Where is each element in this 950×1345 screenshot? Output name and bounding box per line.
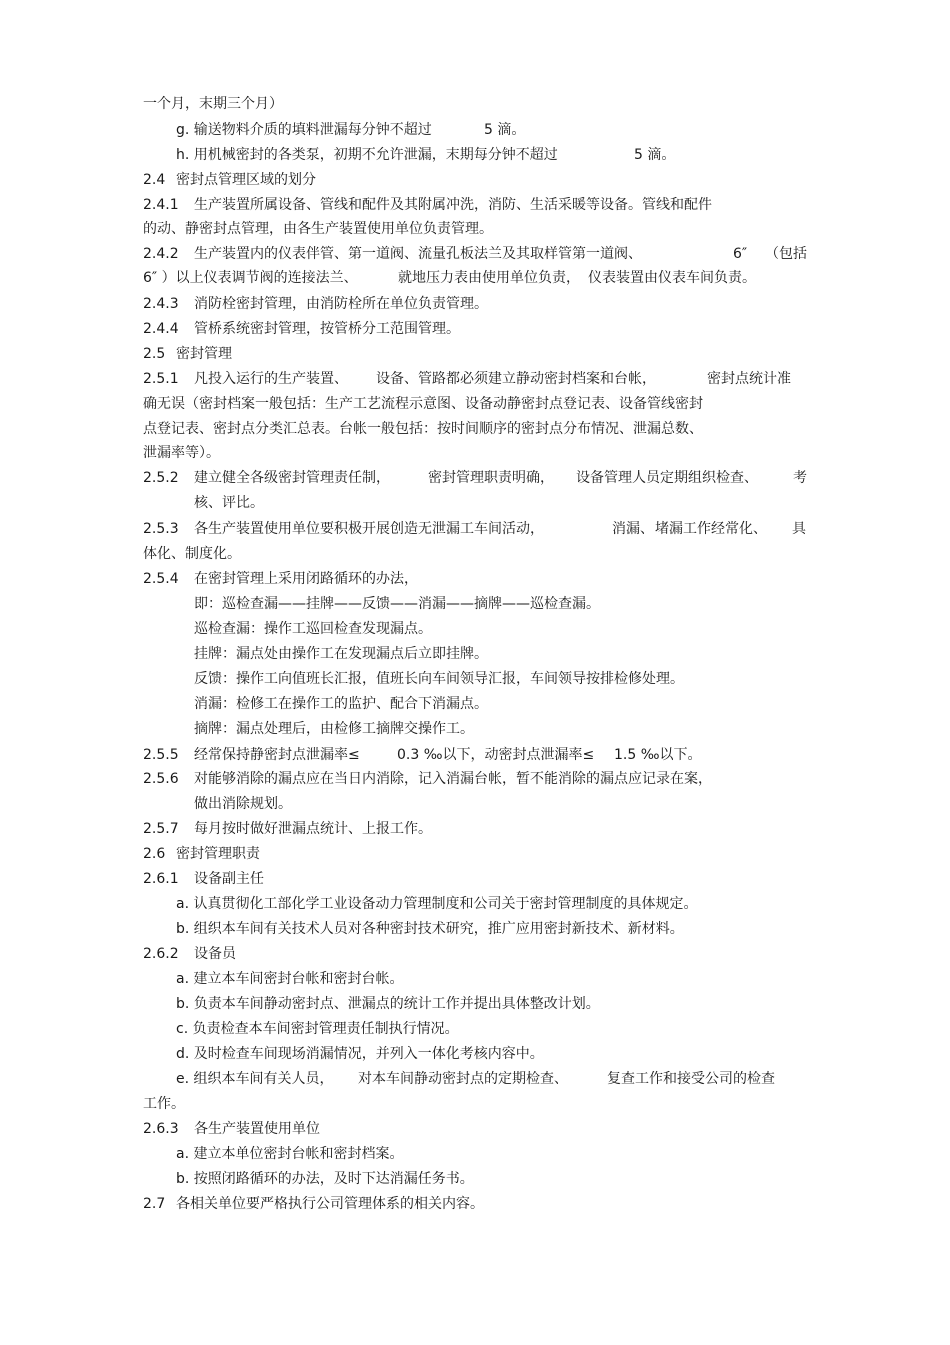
line-5-seg-2: 生产装置所属设备、管线和配件及其附属冲洗，消防、生活采暖等设备。管线和配件 xyxy=(194,197,712,213)
line-31-seg-2: 密封管理职责 xyxy=(176,846,260,862)
line-40-seg-3: 复查工作和接受公司的检查 xyxy=(607,1071,775,1087)
line-16-seg-5: 考 xyxy=(793,470,807,486)
line-12-seg-2: 凡投入运行的生产装置、 xyxy=(194,371,348,387)
line-4-seg-1: 2.4 xyxy=(143,172,166,188)
line-26-seg-1: 摘牌：漏点处理后，由检修工摘牌交操作工。 xyxy=(194,721,474,737)
line-18-seg-2: 各生产装置使用单位要积极开展创造无泄漏工车间活动， xyxy=(194,521,544,537)
line-32-seg-1: 2.6.1 xyxy=(143,871,179,887)
line-12-seg-3: 设备、管路都必须建立静动密封档案和台帐， xyxy=(376,371,656,387)
line-28-seg-2: 对能够消除的漏点应在当日内消除，记入消漏台帐，暂不能消除的漏点应记录在案， xyxy=(194,771,712,787)
line-35-seg-2: 设备员 xyxy=(194,946,236,962)
line-15-seg-1: 泄漏率等）。 xyxy=(143,445,220,461)
line-4-seg-2: 密封点管理区域的划分 xyxy=(176,172,316,188)
line-24-seg-1: 反馈：操作工向值班长汇报，值班长向车间领导汇报，车间领导按排检修处理。 xyxy=(194,671,684,687)
line-35-seg-1: 2.6.2 xyxy=(143,946,179,962)
line-22-seg-1: 巡检查漏：操作工巡回检查发现漏点。 xyxy=(194,621,432,637)
line-21-seg-1: 即：巡检查漏——挂牌——反馈——消漏——摘牌——巡检查漏。 xyxy=(194,596,600,612)
line-12-seg-4: 密封点统计准 xyxy=(707,371,791,387)
line-6-seg-1: 的动、静密封点管理，由各生产装置使用单位负责管理。 xyxy=(143,221,493,237)
line-27-seg-4: 1.5 ‰以下。 xyxy=(614,747,702,763)
line-23-seg-1: 挂牌：漏点处由操作工在发现漏点后立即挂牌。 xyxy=(194,646,488,662)
line-40-seg-2: 对本车间静动密封点的定期检查、 xyxy=(358,1071,568,1087)
line-29-seg-1: 做出消除规划。 xyxy=(194,796,292,812)
line-3-seg-1: h. 用机械密封的各类泵，初期不允许泄漏，末期每分钟不超过 xyxy=(176,147,558,163)
line-16-seg-4: 设备管理人员定期组织检查、 xyxy=(576,470,758,486)
line-11-seg-2: 密封管理 xyxy=(176,346,232,362)
line-7-seg-2: 生产装置内的仪表伴管、第一道阀、流量孔板法兰及其取样管第一道阀、 xyxy=(194,246,642,262)
line-16-seg-2: 建立健全各级密封管理责任制， xyxy=(194,470,390,486)
line-8-seg-3: 仪表装置由仪表车间负责。 xyxy=(588,270,756,286)
line-8-seg-1: 6″ ）以上仪表调节阀的连接法兰、 xyxy=(143,270,358,286)
line-30-seg-1: 2.5.7 xyxy=(143,821,179,837)
line-28-seg-1: 2.5.6 xyxy=(143,771,179,787)
line-42-seg-1: 2.6.3 xyxy=(143,1121,179,1137)
line-34-seg-1: b. 组织本车间有关技术人员对各种密封技术研究，推广应用密封新技术、新材料。 xyxy=(176,921,684,937)
line-11-seg-1: 2.5 xyxy=(143,346,166,362)
line-31-seg-1: 2.6 xyxy=(143,846,166,862)
line-27-seg-2: 经常保持静密封点泄漏率≤ xyxy=(194,747,360,763)
line-7-seg-1: 2.4.2 xyxy=(143,246,179,262)
line-18-seg-5: 具 xyxy=(792,521,806,537)
line-27-seg-3: 0.3 ‰以下，动密封点泄漏率≤ xyxy=(397,747,595,763)
line-41-seg-1: 工作。 xyxy=(143,1096,185,1112)
line-12-seg-1: 2.5.1 xyxy=(143,371,179,387)
line-8-seg-2: 就地压力表由使用单位负责， xyxy=(398,270,580,286)
line-16-seg-1: 2.5.2 xyxy=(143,470,179,486)
line-43-seg-1: a. 建立本单位密封台帐和密封档案。 xyxy=(176,1146,404,1162)
line-30-seg-2: 每月按时做好泄漏点统计、上报工作。 xyxy=(194,821,432,837)
line-37-seg-1: b. 负责本车间静动密封点、泄漏点的统计工作并提出具体整改计划。 xyxy=(176,996,600,1012)
line-44-seg-1: b. 按照闭路循环的办法，及时下达消漏任务书。 xyxy=(176,1171,474,1187)
line-18-seg-4: 堵漏工作经常化、 xyxy=(655,521,767,537)
line-33-seg-1: a. 认真贯彻化工部化学工业设备动力管理制度和公司关于密封管理制度的具体规定。 xyxy=(176,896,698,912)
line-19-seg-1: 体化、制度化。 xyxy=(143,546,241,562)
line-16-seg-3: 密封管理职责明确， xyxy=(428,470,554,486)
line-20-seg-2: 在密封管理上采用闭路循环的办法， xyxy=(194,571,418,587)
line-20-seg-1: 2.5.4 xyxy=(143,571,179,587)
line-42-seg-2: 各生产装置使用单位 xyxy=(194,1121,320,1137)
line-25-seg-1: 消漏：检修工在操作工的监护、配合下消漏点。 xyxy=(194,696,488,712)
line-10-seg-1: 2.4.4 xyxy=(143,321,179,337)
line-45-seg-2: 各相关单位要严格执行公司管理体系的相关内容。 xyxy=(176,1196,484,1212)
line-18-seg-1: 2.5.3 xyxy=(143,521,179,537)
line-45-seg-1: 2.7 xyxy=(143,1196,166,1212)
line-2-seg-2: 5 滴。 xyxy=(484,122,526,138)
line-32-seg-2: 设备副主任 xyxy=(194,871,264,887)
line-2-seg-1: g. 输送物料介质的填料泄漏每分钟不超过 xyxy=(176,122,432,138)
line-3-seg-2: 5 滴。 xyxy=(634,147,676,163)
line-38-seg-1: c. 负责检查本车间密封管理责任制执行情况。 xyxy=(176,1021,459,1037)
line-17-seg-1: 核、评比。 xyxy=(194,495,264,511)
line-9-seg-1: 2.4.3 xyxy=(143,296,179,312)
line-27-seg-1: 2.5.5 xyxy=(143,747,179,763)
line-10-seg-2: 管桥系统密封管理，按管桥分工范围管理。 xyxy=(194,321,460,337)
line-1-seg-1: 一个月，末期三个月） xyxy=(143,96,283,112)
line-7-seg-4: （包括 xyxy=(765,246,807,262)
line-14-seg-1: 点登记表、密封点分类汇总表。台帐一般包括：按时间顺序的密封点分布情况、泄漏总数、 xyxy=(143,421,703,437)
line-39-seg-1: d. 及时检查车间现场消漏情况，并列入一体化考核内容中。 xyxy=(176,1046,544,1062)
line-5-seg-1: 2.4.1 xyxy=(143,197,179,213)
line-7-seg-3: 6″ xyxy=(733,246,748,262)
line-36-seg-1: a. 建立本车间密封台帐和密封台帐。 xyxy=(176,971,404,987)
line-9-seg-2: 消防栓密封管理，由消防栓所在单位负责管理。 xyxy=(194,296,488,312)
line-40-seg-1: e. 组织本车间有关人员， xyxy=(176,1071,334,1087)
line-13-seg-1: 确无误（密封档案一般包括：生产工艺流程示意图、设备动静密封点登记表、设备管线密封 xyxy=(143,396,703,412)
line-18-seg-3: 消漏、 xyxy=(612,521,654,537)
